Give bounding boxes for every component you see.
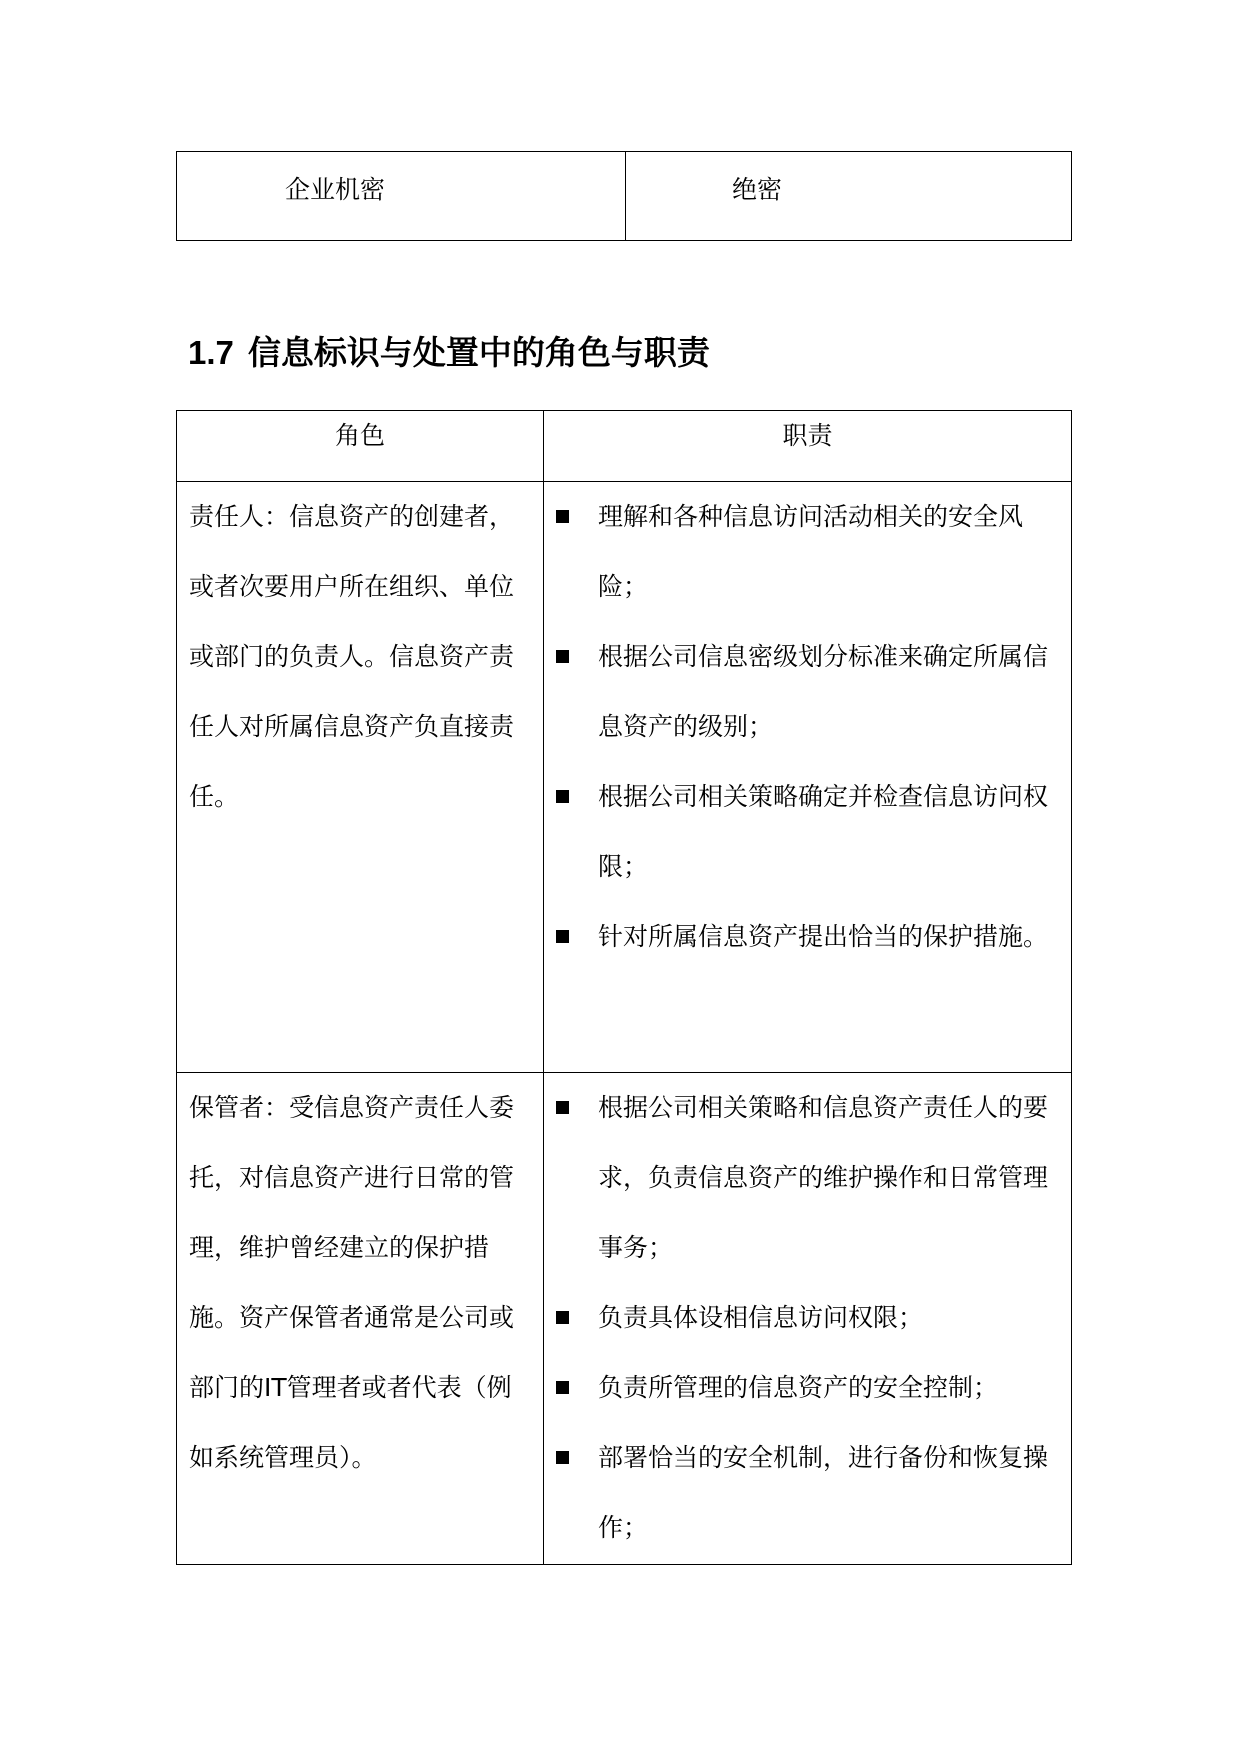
role-cell: 责任人：信息资产的创建者，或者次要用户所在组织、单位或部门的负责人。信息资产责任人对所属信息资产负直接责任。 xyxy=(189,502,515,811)
list-item xyxy=(556,1283,1061,1353)
column-divider xyxy=(543,1073,544,1564)
square-bullet-icon xyxy=(556,930,569,943)
square-bullet-icon xyxy=(556,790,569,803)
section-number: 1.7 xyxy=(188,334,234,371)
role-cell: 保管者：受信息资产责任人委托，对信息资产进行日常的管理，维护曾经建立的保护措施。资产保管者通常是公司或部门的IT管理者或者代表（例如系统管理员）。 xyxy=(189,1093,515,1472)
duty-list xyxy=(556,482,1061,972)
header-role: 角色 xyxy=(334,421,385,450)
classification-cell-left: 企业机密 xyxy=(177,152,626,240)
duty-text: 部署恰当的安全机制，进行备份和恢复操作； xyxy=(598,1443,1049,1542)
list-item xyxy=(556,902,1061,972)
square-bullet-icon xyxy=(556,1101,569,1114)
list-item xyxy=(556,762,1061,902)
header-duty: 职责 xyxy=(782,421,833,450)
duty-text: 根据公司相关策略和信息资产责任人的要求，负责信息资产的维护操作和日常管理事务； xyxy=(598,1093,1049,1262)
square-bullet-icon xyxy=(556,1381,569,1394)
list-item xyxy=(556,482,1061,622)
duty-text: 负责所管理的信息资产的安全控制； xyxy=(598,1373,999,1402)
column-divider xyxy=(543,482,544,1072)
duty-text: 根据公司信息密级划分标准来确定所属信息资产的级别； xyxy=(598,642,1049,741)
section-heading xyxy=(188,333,710,372)
roles-table xyxy=(176,410,1072,1565)
classification-cell-right: 绝密 xyxy=(732,175,783,204)
square-bullet-icon xyxy=(556,1311,569,1324)
square-bullet-icon xyxy=(556,1451,569,1464)
duty-text: 根据公司相关策略确定并检查信息访问权限； xyxy=(598,782,1049,881)
section-title: 信息标识与处置中的角色与职责 xyxy=(247,333,710,372)
list-item xyxy=(556,1353,1061,1423)
table-row xyxy=(177,1073,1071,1564)
classification-table xyxy=(176,151,1072,241)
duty-text: 理解和各种信息访问活动相关的安全风险； xyxy=(598,502,1024,601)
square-bullet-icon xyxy=(556,510,569,523)
duty-list xyxy=(556,1073,1061,1563)
list-item xyxy=(556,1423,1061,1563)
list-item xyxy=(556,622,1061,762)
duty-text: 负责具体设相信息访问权限； xyxy=(598,1303,924,1332)
table-header-row xyxy=(177,411,1071,482)
table-row xyxy=(177,482,1071,1073)
square-bullet-icon xyxy=(556,650,569,663)
duty-text: 针对所属信息资产提出恰当的保护措施。 xyxy=(598,922,1049,951)
list-item xyxy=(556,1073,1061,1283)
